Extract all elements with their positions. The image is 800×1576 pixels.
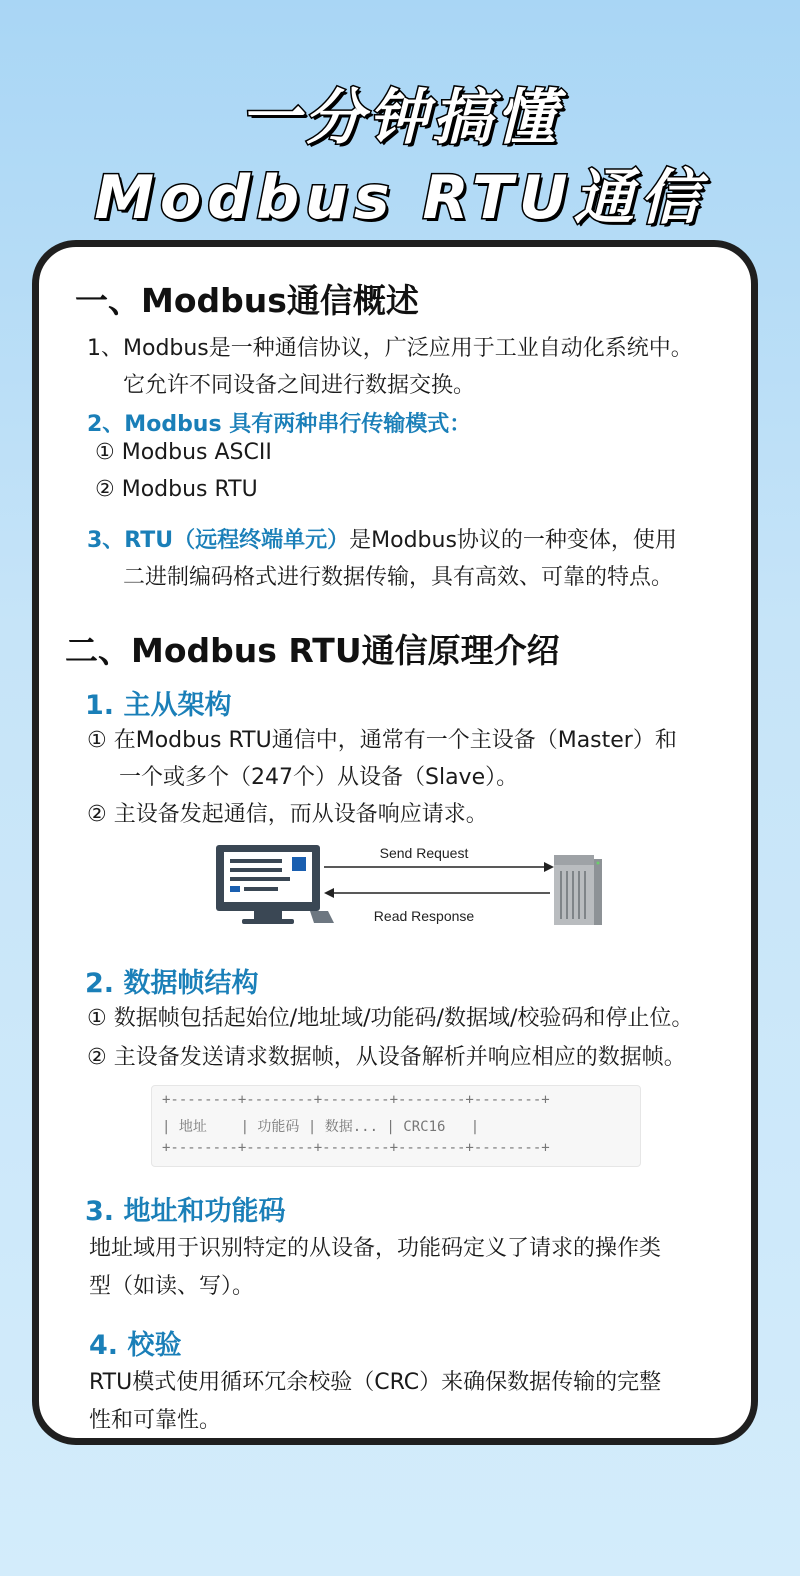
sub2-heading: 2. 数据帧结构	[85, 968, 259, 999]
frame-row: | 地址 | 功能码 | 数据... | CRC16 |	[162, 1119, 480, 1135]
read-response-label: Read Response	[373, 908, 475, 924]
sub4-line-2: 性和可靠性。	[89, 1408, 222, 1433]
sub2-line-1: ① 数据帧包括起始位/地址域/功能码/数据域/校验码和停止位。	[87, 1006, 694, 1031]
sub3-heading: 3. 地址和功能码	[85, 1196, 286, 1227]
sub4-line-1: RTU模式使用循环冗余校验（CRC）来确保数据传输的完整	[89, 1370, 662, 1395]
sub1-heading: 1. 主从架构	[85, 690, 232, 721]
title-line-1: 一分钟搞懂	[240, 83, 560, 153]
overview-line-2: 它允许不同设备之间进行数据交换。	[123, 373, 476, 398]
sub3-line-1: 地址域用于识别特定的从设备，功能码定义了请求的操作类	[89, 1236, 662, 1261]
section2-heading: 二、Modbus RTU通信原理介绍	[65, 631, 560, 670]
data-frame-table	[151, 1085, 641, 1167]
overview-line-1: 1、Modbus是一种通信协议，广泛应用于工业自动化系统中。	[87, 336, 693, 361]
sub1-line-3: ② 主设备发起通信，而从设备响应请求。	[87, 802, 488, 827]
sub3-line-2: 型（如读、写）。	[89, 1274, 255, 1299]
section1-heading: 一、Modbus通信概述	[75, 281, 419, 320]
rtu-rest: 是Modbus协议的一种变体，使用	[349, 528, 677, 553]
content-card	[32, 240, 758, 1445]
frame-border-top: +--------+--------+--------+--------+--------+	[162, 1092, 550, 1108]
send-request-label: Send Request	[379, 845, 469, 861]
mode-ascii: ① Modbus ASCII	[95, 440, 272, 465]
rtu-line-1	[87, 523, 677, 554]
modes-heading: 2、Modbus 具有两种串行传输模式：	[87, 412, 472, 437]
rtu-highlight: 3、RTU（远程终端单元）	[87, 528, 350, 553]
rtu-line-2: 二进制编码格式进行数据传输，具有高效、可靠的特点。	[123, 565, 674, 590]
computer-icon	[216, 845, 334, 924]
server-icon	[554, 855, 602, 925]
master-slave-diagram	[214, 839, 634, 939]
sub1-line-1: ① 在Modbus RTU通信中，通常有一个主设备（Master）和	[87, 728, 677, 753]
title-line-2: Modbus RTU通信	[94, 163, 706, 233]
sub1-line-2: 一个或多个（247个）从设备（Slave）。	[119, 765, 519, 790]
frame-border-bottom: +--------+--------+--------+--------+--------+	[162, 1140, 550, 1156]
mode-rtu: ② Modbus RTU	[95, 477, 258, 502]
sub4-heading: 4. 校验	[89, 1330, 182, 1361]
sub2-line-2: ② 主设备发送请求数据帧，从设备解析并响应相应的数据帧。	[87, 1045, 686, 1070]
